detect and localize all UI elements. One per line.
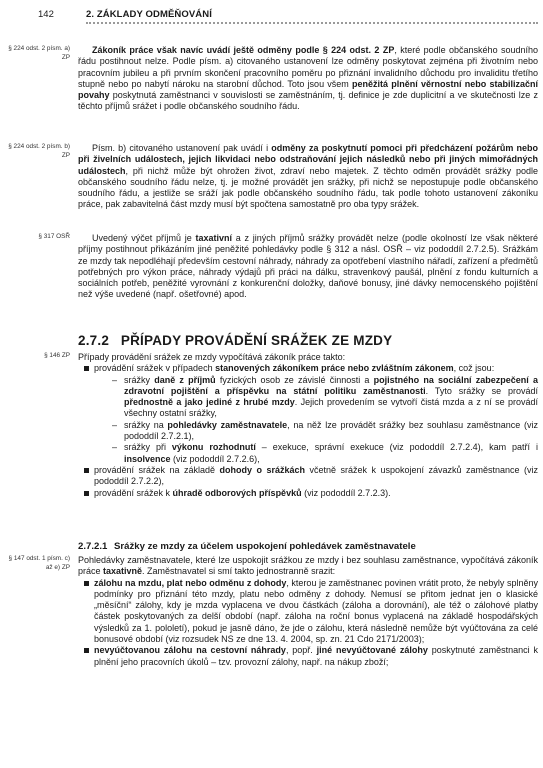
paragraph-odmeny-224b: Písm. b) citovaného ustanovení pak uvádí i odměny za poskytnutí pomoci při předcházení požárům nebo při živelních událostech, jejich likvidaci nebo odstraňování jejich následků nebo při jiných mimořádných událostech, při nichž může být ohrožen život, zdraví nebo majetek. Z těchto odměn provádět srážky podle občanského soudního řádu nelze, tj. je možné provádět jen srážky, při nichž se nepostupuje podle občanského soudního řádu, a jestliže se sráží jak podle občanského soudního řádu, tak podle tohoto ustanovení zákoníku práce, pak zabavitelná část mzdy musí být spočtena samostatně pro oba typy srážek.: [78, 143, 538, 210]
list-item: – srážky při výkonu rozhodnutí – exekuce, správní exekuce (viz pododdíl 2.7.2.4), kam patří i insolvence (viz pododdíl 2.7.2.6),: [110, 442, 538, 465]
list-item: zálohu na mzdu, plat nebo odměnu z dohody, kterou je zaměstnanec povinen vrátit proto, že nebyly splněny podmínky pro přiznání této mzdy, platu nebo odměny z dohody. Nemusí se přitom jednat jen o klasické „měsíční“ zálohy, kdy je mzda vyplacena ve dvou částkách (záloha a dorovnání), ale též o zálohové platby částek poskytovaných za delší období (např. záloha na roční bonus vyplacená na základě hospodářských výsledků za 1. pololetí), pokud je jasně dáno, že jde o zálohu, která následně nemůže být vyúčtována za celé bonusové období (viz rozsudek NS ze dne 13. 4. 2004, sp. zn. 21 Cdo 2171/2003);: [78, 578, 538, 646]
list-item: provádění srážek k úhradě odborových příspěvků (viz pododdíl 2.7.2.3).: [78, 488, 538, 499]
subsection-heading: 2.7.2.1 Srážky ze mzdy za účelem uspokojení pohledávek zaměstnavatele: [78, 541, 416, 552]
list-item: – srážky na pohledávky zaměstnavatele, na něž lze provádět srážky bez souhlasu zaměstnance (viz pododdíl 2.7.2.1),: [110, 420, 538, 443]
list-item: – srážky daně z příjmů fyzických osob ze závislé činnosti a pojistného na sociální zabezpečení a zdravotní pojištění a příspěvku na státní politiku zaměstnanosti. Tyto srážky se provádí přednostně a jako jediné z hrubé mzdy. Jejich provedením se vytvoří čistá mzda a z ní se provádí všechny ostatní srážky,: [110, 375, 538, 420]
section-heading: 2.7.2 PŘÍPADY PROVÁDĚNÍ SRÁŽEK ZE MZDY: [78, 333, 393, 348]
subsection-body: Pohledávky zaměstnavatele, které lze uspokojit srážkou ze mzdy i bez souhlasu zaměstnance, vypočítává zákoník práce taxativně. Zaměstnavatel si smí takto jednostranně srazit: zálohu na mzdu, plat nebo odměnu z dohody, kterou je zaměstnanec povinen vrátit proto, že nebyly splněny podmínky pro přiznání této mzdy, platu nebo odměny z dohody. Nemusí se přitom jednat jen o klasické „měsíční“ zálohy, kdy je mzda vyplacena ve dvou částkách (záloha a dorovnání), ale též o zálohové platby částek poskytovaných za delší období (např. záloha na roční bonus vyplacená na základě hospodářských výsledků za 1. pololetí), pokud je jasně dáno, že jde o zálohu, která následně nemůže být vyúčtována za celé bonusové období (viz rozsudek NS ze dne 13. 4. 2004, sp. zn. 21 Cdo 2171/2003); nevyúčtovanou zálohu na cestovní náhrady, popř. jiné nevyúčtované zálohy poskytnuté zaměstnanci k plnění jeho pracovních úkolů – tzv. provozní zálohy, např. na nákup zboží;: [78, 555, 538, 667]
section-intro: Případy provádění srážek ze mzdy vypočítává zákoník práce takto:: [78, 352, 346, 362]
margin-note-147: § 147 odst. 1 písm. c) až e) ZP: [8, 555, 70, 571]
paragraph-odmeny-224a: Zákoník práce však navíc uvádí ještě odměny podle § 224 odst. 2 ZP, které podle občanského soudního řádu postihnout nelze. Podle písm. a) citovaného ustanovení lze odměny poskytovat zejména při životním nebo pracovním jubileu a při prvním skončení pracovního poměru po přiznání invalidního důchodu pro invaliditu třetího stupně nebo po nabytí nároku na starobní důchod. Toto jsou všem peněžitá plnění věrnostní nebo stabilizační povahy poskytnutá zaměstnanci v souvislosti se zaměstnáním, tj. definice je zde duplicitní a ve skutečnosti lze z těchto příjmů srážet i podle občanského soudního řádu.: [78, 45, 538, 112]
chapter-title: 2. ZÁKLADY ODMĚŇOVÁNÍ: [86, 9, 212, 20]
paragraph-taxativni-vycet: Uvedený výčet příjmů je taxativní a z jiných příjmů srážky provádět nelze (podle okolností lze však některé příjmy postihnout přikázáním jiné peněžité pohledávky podle § 312 a násl. OSŘ – viz pododdíl 2.7.2.5). Srážkám ze mzdy tak nepodléhají především cestovní náhrady, náhrady za opotřebení vlastního nářadí, zařízení a předmětů potřebných pro výkon práce, náhrady výdajů při práci na dálku, stravenkový paušál, plnění z fondu kulturních a sociálních potřeb, peněžité vyrovnání z konkurenční doložky, daňové bonusy, jiné dávky nemocenského pojištění než výše uvedené (např. ošetřovné) apod.: [78, 233, 539, 300]
list-item: provádění srážek v případech stanovených zákoníkem práce nebo zvláštním zákonem, což jsou: – srážky daně z příjmů fyzických osob ze závislé činnosti a pojistného na sociální zabezpečení a zdravotní pojištění a příspěvku na státní politiku zaměstnanosti. Tyto srážky se provádí přednostně a jako jediné z hrubé mzdy. Jejich provedením se vytvoří čistá mzda a z ní se provádí všechny ostatní srážky, – srážky na pohledávky zaměstnavatele, na něž lze provádět srážky bez souhlasu zaměstnance (viz pododdíl 2.7.2.1), – srážky při výkonu rozhodnutí – exekuce, správní exekuce (viz pododdíl 2.7.2.4), kam patří i insolvence (viz pododdíl 2.7.2.6),: [78, 363, 538, 465]
list-item: provádění srážek na základě dohody o srážkách včetně srážek k uspokojení závazků zaměstnance (viz pododdíl 2.7.2.2),: [78, 465, 538, 488]
margin-note-224a: § 224 odst. 2 písm. a) ZP: [8, 45, 70, 61]
margin-note-317: § 317 OSŘ: [38, 233, 70, 240]
section-body: [78, 352, 538, 499]
page-number: 142: [38, 9, 54, 20]
list-item: nevyúčtovanou zálohu na cestovní náhrady, popř. jiné nevyúčtované zálohy poskytnuté zaměstnanci k plnění jeho pracovních úkolů – tzv. provozní zálohy, např. na nákup zboží;: [78, 645, 538, 668]
margin-note-224b: § 224 odst. 2 písm. b) ZP: [8, 143, 70, 159]
header-divider: [86, 22, 538, 24]
margin-note-146: § 146 ZP: [44, 352, 70, 359]
